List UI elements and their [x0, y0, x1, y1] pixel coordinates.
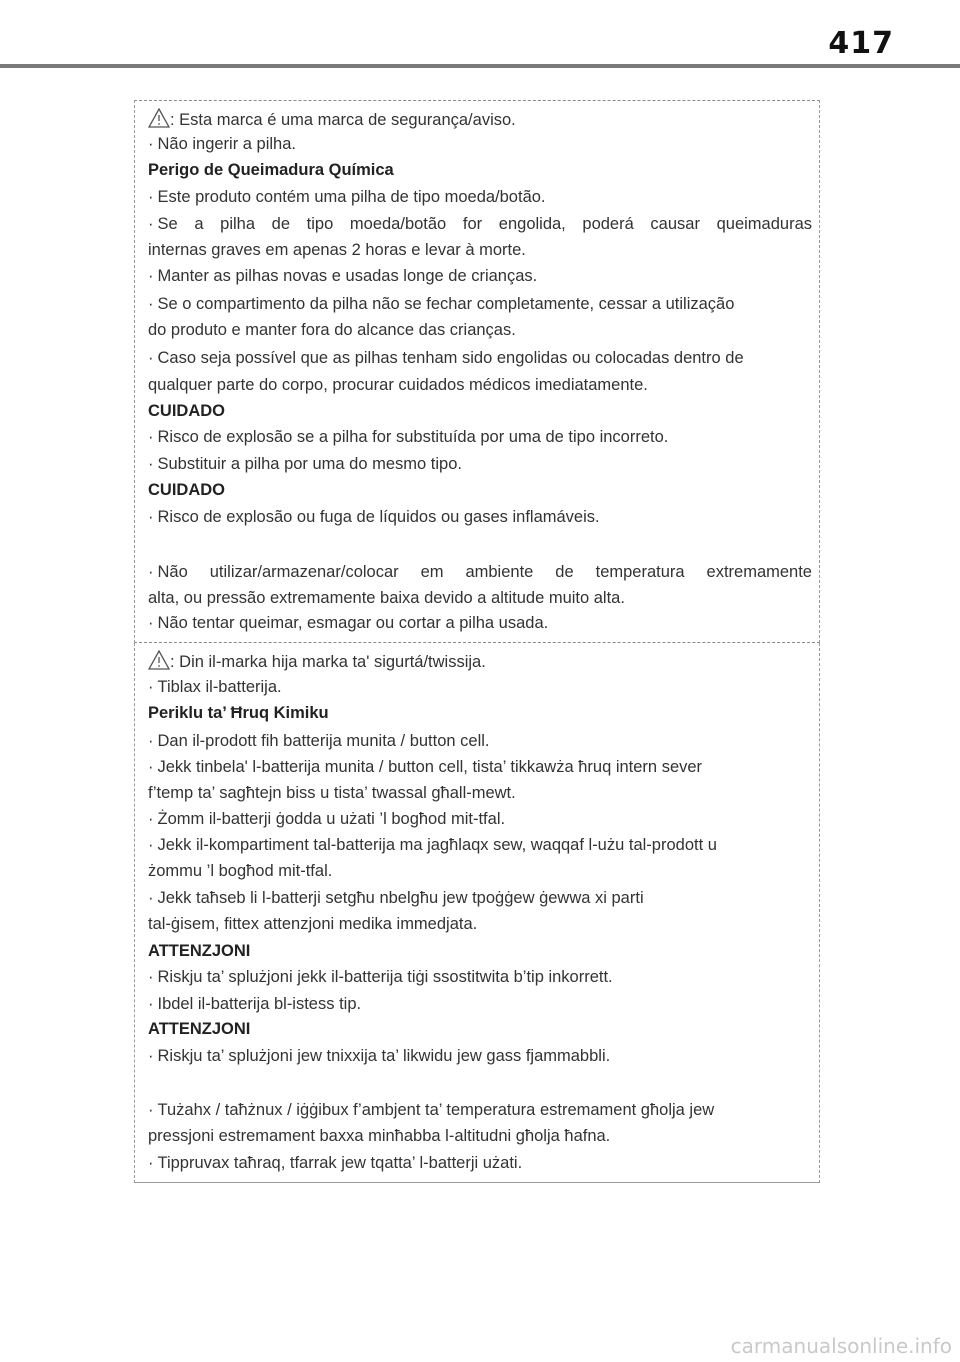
bullet-line: · Manter as pilhas novas e usadas longe de crianças.: [148, 267, 538, 285]
warning-line-pt: [148, 108, 516, 130]
page-number: 417: [828, 26, 894, 61]
warning-text: : Esta marca é uma marca de segurança/aviso.: [170, 111, 516, 129]
warning-text: : Din il-marka hija marka ta' sigurtá/twissija.: [170, 653, 486, 671]
section-heading: Perigo de Queimadura Química: [148, 161, 394, 179]
bullet-line: · Não utilizar/armazenar/colocar em ambiente de temperatura extremamente: [148, 563, 812, 581]
warning-triangle-icon: [148, 650, 170, 670]
continuation-line: internas graves em apenas 2 horas e levar à morte.: [148, 241, 526, 259]
bullet-line: · Se o compartimento da pilha não se fechar completamente, cessar a utilização: [148, 295, 735, 313]
caution-heading: ATTENZJONI: [148, 1020, 251, 1038]
caution-heading: CUIDADO: [148, 402, 225, 420]
bullet-line: · Tużahx / taħżnux / iġġibux f’ambjent ta’ temperatura estremament għolja jew: [148, 1101, 715, 1119]
bullet-line: · Tiblax il-batterija.: [148, 678, 282, 696]
bullet-line: · Dan il-prodott fih batterija munita / button cell.: [148, 732, 490, 750]
continuation-line: f’temp ta’ sagħtejn biss u tista’ twassal għall-mewt.: [148, 784, 516, 802]
continuation-line: żommu ’l bogħod mit-tfal.: [148, 862, 333, 880]
bullet-line: · Riskju ta’ splużjoni jekk il-batterija tiġi ssostitwita b’tip inkorrett.: [148, 968, 613, 986]
bullet-line: · Este produto contém uma pilha de tipo moeda/botão.: [148, 188, 546, 206]
warning-triangle-icon: [148, 108, 170, 128]
bullet-line: · Tippruvax taħraq, tfarrak jew tqatta’ l-batterji użati.: [148, 1154, 523, 1172]
bullet-line: · Ibdel il-batterija bl-istess tip.: [148, 995, 362, 1013]
bullet-line: · Se a pilha de tipo moeda/botão for engolida, poderá causar queimaduras: [148, 215, 812, 233]
caution-heading: ATTENZJONI: [148, 942, 251, 960]
section-heading: Periklu ta’ Ħruq Kimiku: [148, 704, 329, 722]
watermark: carmanualsonline.info: [730, 1334, 952, 1358]
bullet-line: · Jekk tinbela' l-batterija munita / button cell, tista’ tikkawża ħruq intern sever: [148, 758, 703, 776]
continuation-line: tal-ġisem, fittex attenzjoni medika immedjata.: [148, 915, 478, 933]
continuation-line: alta, ou pressão extremamente baixa devido a altitude muito alta.: [148, 589, 625, 607]
continuation-line: do produto e manter fora do alcance das crianças.: [148, 321, 516, 339]
bullet-line: · Não tentar queimar, esmagar ou cortar a pilha usada.: [148, 614, 549, 632]
bullet-line: · Żomm il-batterji ġodda u użati ’l bogħod mit-tfal.: [148, 810, 506, 828]
bullet-line: · Risco de explosão se a pilha for substituída por uma de tipo incorreto.: [148, 428, 669, 446]
bullet-line: · Caso seja possível que as pilhas tenham sido engolidas ou colocadas dentro de: [148, 349, 744, 367]
caution-heading: CUIDADO: [148, 481, 225, 499]
bullet-line: · Jekk il-kompartiment tal-batterija ma jagħlaqx sew, waqqaf l-użu tal-prodott u: [148, 836, 717, 854]
continuation-line: pressjoni estremament baxxa minħabba l-altitudni għolja ħafna.: [148, 1127, 611, 1145]
continuation-line: qualquer parte do corpo, procurar cuidados médicos imediatamente.: [148, 376, 648, 394]
header-rule: [0, 64, 960, 68]
bullet-line: · Risco de explosão ou fuga de líquidos ou gases inflamáveis.: [148, 508, 600, 526]
warning-line-mt: [148, 650, 486, 672]
bullet-line: · Riskju ta’ splużjoni jew tnixxija ta’ likwidu jew gass fjammabbli.: [148, 1047, 611, 1065]
bullet-line: · Jekk taħseb li l-batterji setgħu nbelgħu jew tpoġġew ġewwa xi parti: [148, 889, 644, 907]
bullet-line: · Substituir a pilha por uma do mesmo tipo.: [148, 455, 462, 473]
bullet-line: · Não ingerir a pilha.: [148, 135, 296, 153]
